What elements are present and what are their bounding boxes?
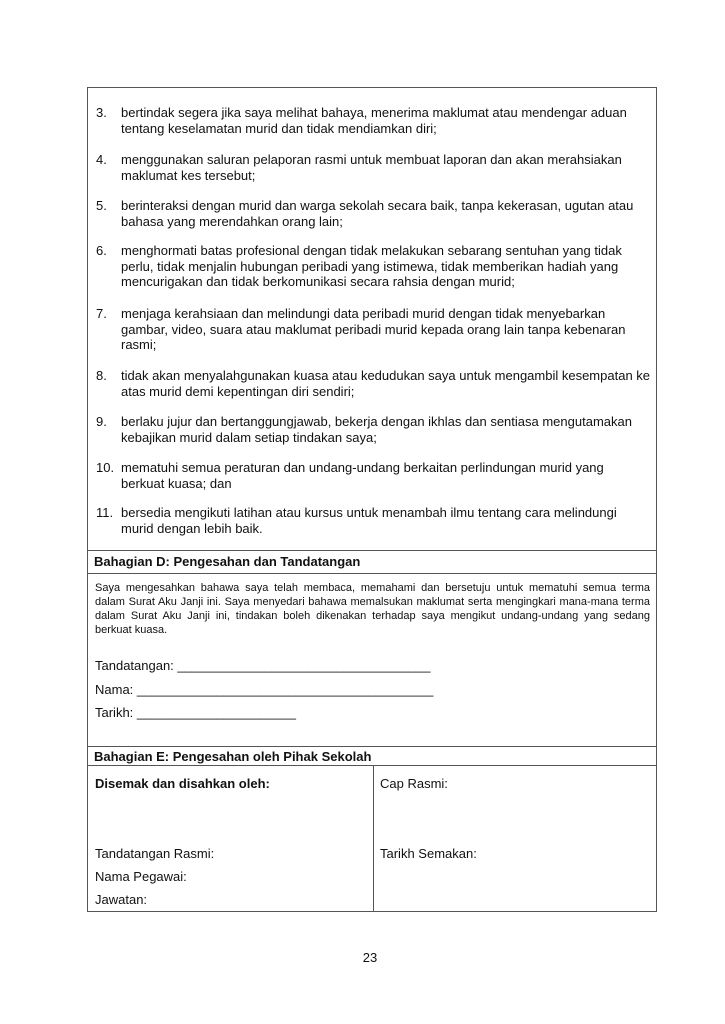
section-divider xyxy=(88,573,656,574)
item-number: 5. xyxy=(96,198,107,213)
item-text: menjaga kerahsiaan dan melindungi data peribadi murid dengan tidak menyebarkan gambar, video, suara atau maklumat peribadi murid kepada orang lain tanpa kebenaran rasmi; xyxy=(121,306,626,352)
pledge-item-4 xyxy=(88,152,656,183)
item-number: 4. xyxy=(96,152,107,167)
verified-by-label: Disemak dan disahkan oleh: xyxy=(95,776,270,791)
section-divider xyxy=(88,746,656,747)
pledge-item-8 xyxy=(88,368,656,399)
pledge-item-10 xyxy=(88,460,656,491)
signature-field: Tandatangan: ___________________________________ xyxy=(95,658,431,673)
item-text: tidak akan menyalahgunakan kuasa atau kedudukan saya untuk mengambil kesempatan ke atas murid demi kepentingan diri sendiri; xyxy=(121,368,651,399)
item-text: mematuhi semua peraturan dan undang-undang berkaitan perlindungan murid yang berkuat kuasa; dan xyxy=(121,460,604,491)
item-number: 7. xyxy=(96,306,107,321)
pledge-item-5 xyxy=(88,198,656,229)
official-signature-label: Tandatangan Rasmi: xyxy=(95,846,215,861)
item-number: 10. xyxy=(96,460,115,475)
pledge-item-9 xyxy=(88,414,656,445)
declaration-text: Saya mengesahkan bahawa saya telah membaca, memahami dan bersetuju untuk mematuhi semua terma dalam Surat Aku Janji ini. Saya menyedari bahawa memalsukan maklumat serta mengingkari mana-mana terma dalam Surat Aku Janji ini, tindakan boleh dikenakan terhadap saya mengikut undang-undang yang sedang berkuat kuasa. xyxy=(95,582,650,636)
officer-name-label: Nama Pegawai: xyxy=(95,869,187,884)
position-label: Jawatan: xyxy=(95,892,148,907)
item-number: 6. xyxy=(96,243,107,258)
review-date-label: Tarikh Semakan: xyxy=(380,846,477,861)
pledge-item-3 xyxy=(88,105,656,136)
section-divider xyxy=(88,550,656,551)
date-field: Tarikh: ______________________ xyxy=(95,705,296,720)
item-text: berlaku jujur dan bertanggungjawab, bekerja dengan ikhlas dan sentiasa mengutamakan kebajikan murid dalam setiap tindakan saya; xyxy=(121,414,632,445)
page-number: 23 xyxy=(362,950,378,965)
item-text: menggunakan saluran pelaporan rasmi untuk membuat laporan dan akan merahsiakan maklumat kes tersebut; xyxy=(121,152,622,183)
name-field: Nama: _________________________________________ xyxy=(95,682,434,697)
official-stamp-label: Cap Rasmi: xyxy=(380,776,448,791)
pledge-item-6 xyxy=(88,243,656,290)
pledge-list-section xyxy=(88,88,656,551)
form-box xyxy=(87,87,657,912)
pledge-item-7 xyxy=(88,306,656,353)
item-text: bersedia mengikuti latihan atau kursus untuk menambah ilmu tentang cara melindungi murid dengan lebih baik. xyxy=(121,505,617,536)
item-number: 9. xyxy=(96,414,107,429)
item-text: bertindak segera jika saya melihat bahaya, menerima maklumat atau mendengar aduan tentang keselamatan murid dan tidak mendiamkan diri; xyxy=(121,105,627,136)
column-divider xyxy=(373,765,374,912)
item-text: berinteraksi dengan murid dan warga sekolah secara baik, tanpa kekerasan, ugutan atau bahasa yang merendahkan orang lain; xyxy=(121,198,634,229)
item-text: menghormati batas profesional dengan tidak melakukan sebarang sentuhan yang tidak perlu, tidak menjalin hubungan peribadi yang istimewa, tidak memberikan hadiah yang mencurigakan dan tidak berkomunikasi secara rahsia dengan murid; xyxy=(121,243,622,289)
section-e-title: Bahagian E: Pengesahan oleh Pihak Sekolah xyxy=(94,749,372,764)
section-divider xyxy=(88,765,656,766)
item-number: 11. xyxy=(96,505,114,520)
item-number: 3. xyxy=(96,105,107,120)
item-number: 8. xyxy=(96,368,107,383)
pledge-item-11 xyxy=(88,505,656,536)
section-d-title: Bahagian D: Pengesahan dan Tandatangan xyxy=(94,554,361,569)
